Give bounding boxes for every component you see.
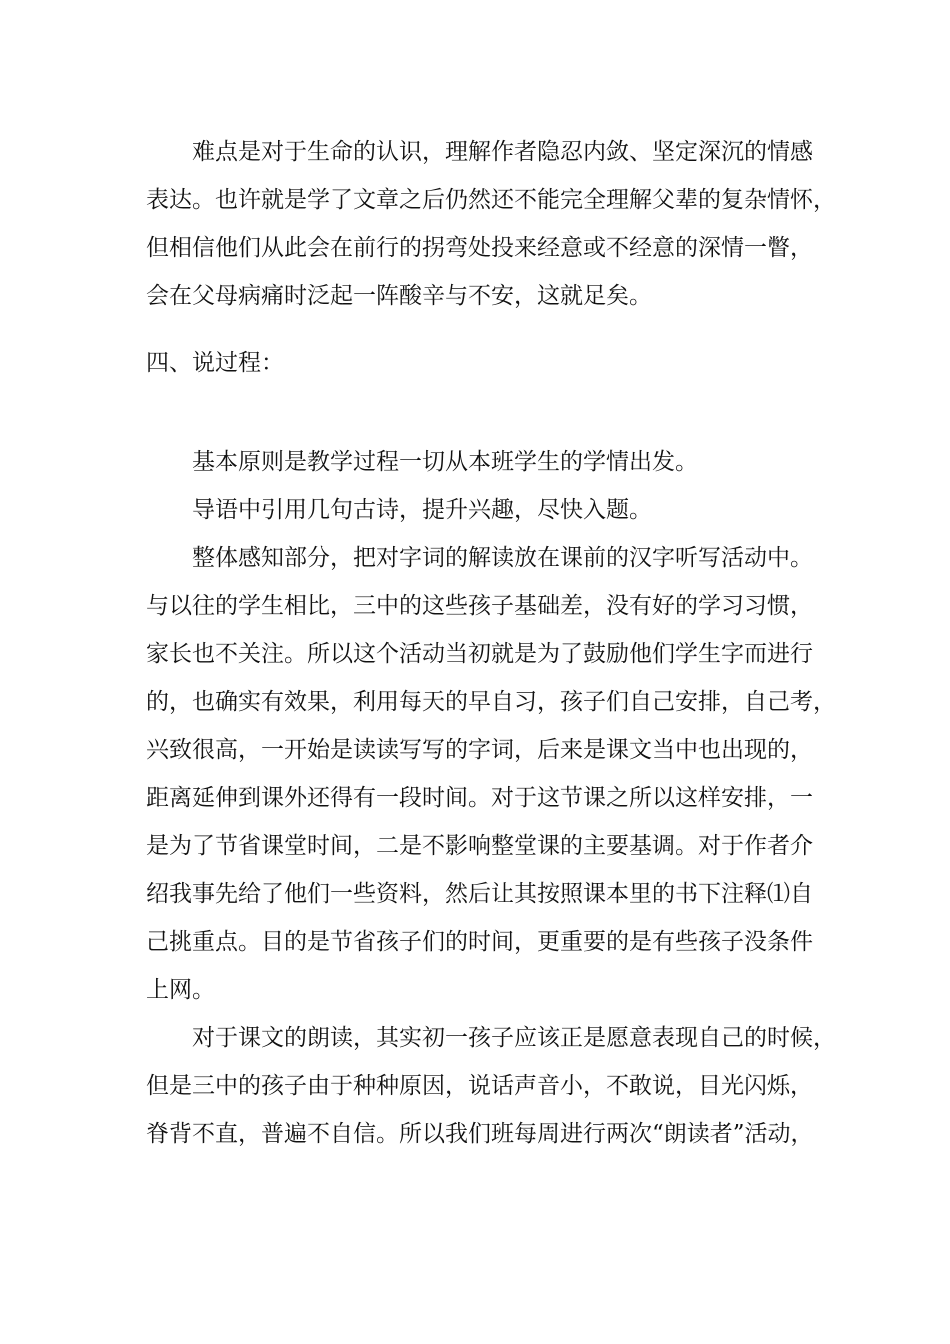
section-heading: 四、说过程： (146, 350, 284, 376)
text-line: 距离延伸到课外还得有一段时间。对于这节课之所以这样安排，一 (146, 785, 813, 811)
text-line: 家长也不关注。所以这个活动当初就是为了鼓励他们学生字而进行 (146, 641, 813, 667)
text-line: 脊背不直，普遍不自信。所以我们班每周进行两次“朗读者”活动， (146, 1121, 814, 1147)
text-line: 难点是对于生命的认识，理解作者隐忍内敛、坚定深沉的情感 (192, 139, 813, 165)
paragraph-reading-aloud (146, 1014, 836, 1158)
text-line: 基本原则是教学过程一切从本班学生的学情出发。 (192, 449, 698, 475)
document-body (146, 128, 836, 1158)
text-line: 表达。也许就是学了文章之后仍然还不能完全理解父辈的复杂情怀， (146, 187, 836, 213)
paragraph-overall-perception (146, 534, 836, 1014)
text-line: 的，也确实有效果，利用每天的早自习，孩子们自己安排，自己考， (146, 689, 836, 715)
text-line: 但相信他们从此会在前行的拐弯处投来经意或不经意的深情一瞥， (146, 235, 813, 261)
text-line: 会在父母病痛时泛起一阵酸辛与不安，这就足矣。 (146, 283, 652, 309)
text-line: 导语中引用几句古诗，提升兴趣，尽快入题。 (192, 497, 652, 523)
paragraph-difficulty (146, 128, 836, 320)
text-line: 是为了节省课堂时间，二是不影响整堂课的主要基调。对于作者介 (146, 833, 813, 859)
text-line: 但是三中的孩子由于种种原因，说话声音小，不敢说，目光闪烁， (146, 1073, 813, 1099)
text-line: 整体感知部分，把对字词的解读放在课前的汉字听写活动中。 (192, 545, 813, 571)
text-line: 上网。 (146, 977, 215, 1003)
text-line: 与以往的学生相比，三中的这些孩子基础差，没有好的学习习惯， (146, 593, 813, 619)
paragraph-introduction (146, 486, 812, 534)
text-line: 己挑重点。目的是节省孩子们的时间，更重要的是有些孩子没条件 (146, 929, 813, 955)
paragraph-principle (146, 438, 812, 486)
text-line: 绍我事先给了他们一些资料，然后让其按照课本里的书下注释⑴自 (146, 881, 813, 907)
text-line: 对于课文的朗读，其实初一孩子应该正是愿意表现自己的时候， (192, 1025, 836, 1051)
text-line: 兴致很高，一开始是读读写写的字词，后来是课文当中也出现的， (146, 737, 813, 763)
